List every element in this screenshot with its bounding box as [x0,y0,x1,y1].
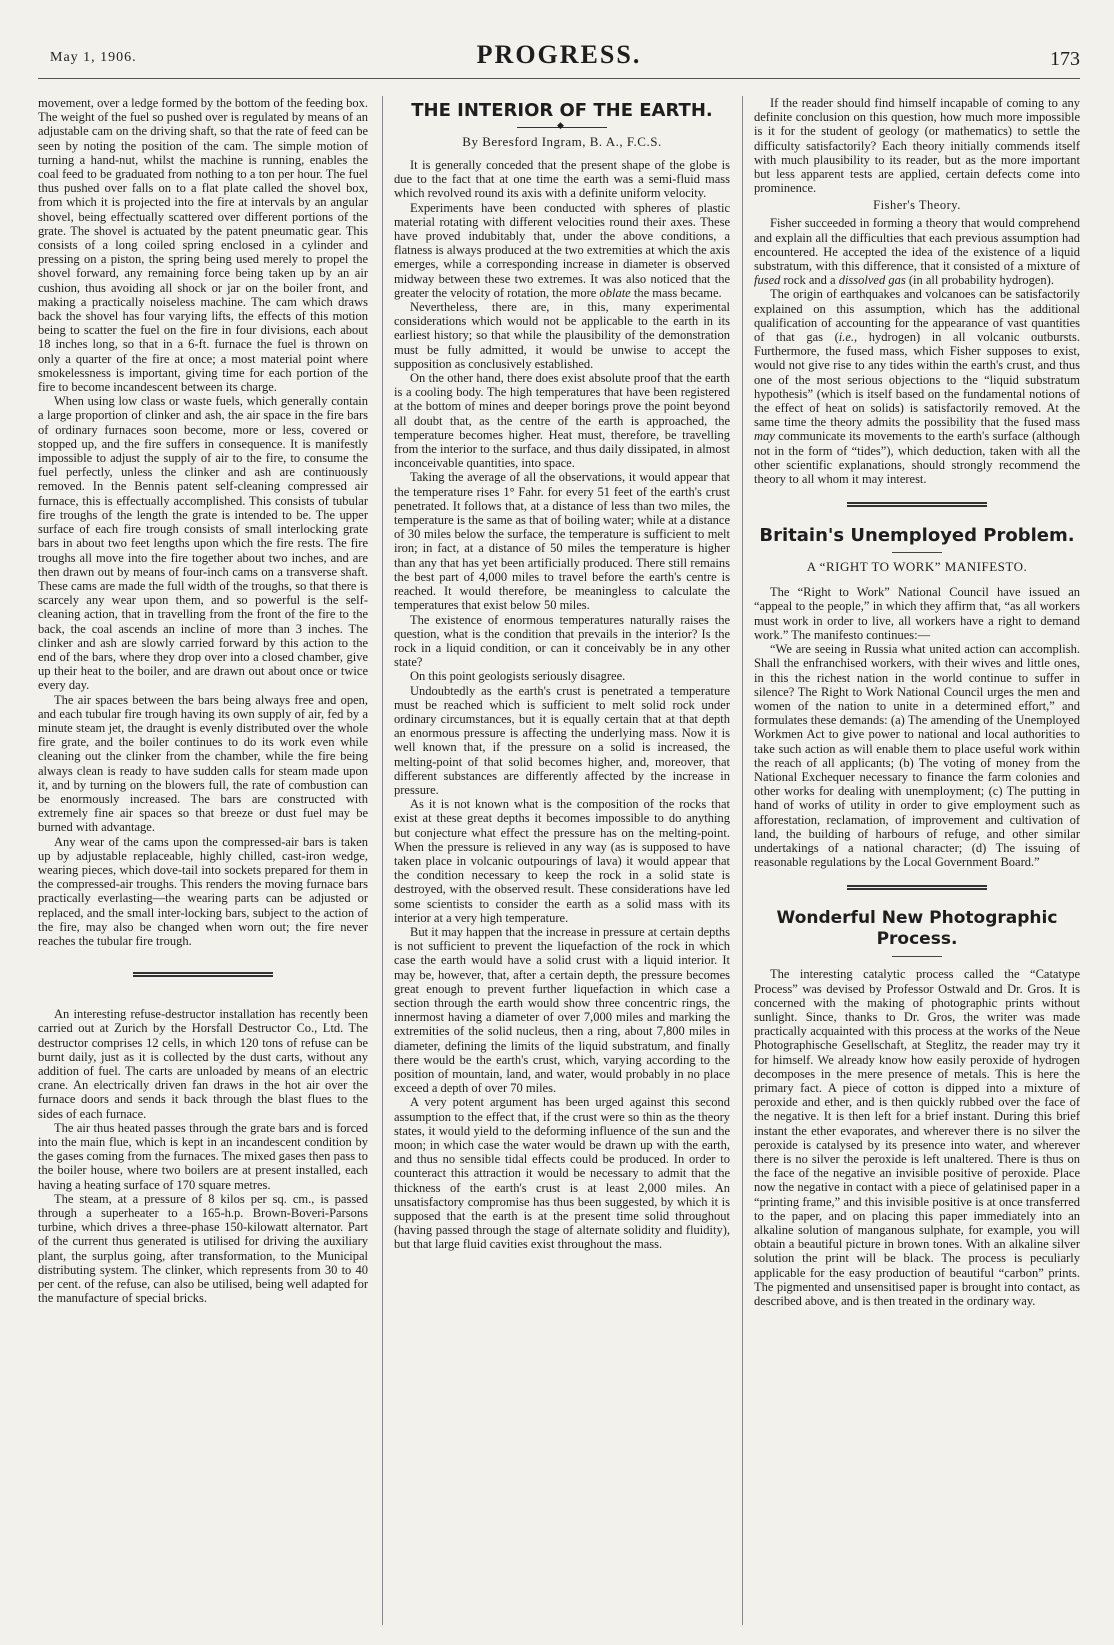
section-divider [133,972,273,977]
section-divider [847,885,987,890]
paragraph: It is generally conceded that the present shape of the globe is due to the fact that at one time the earth was a semi-fluid mass which revolved round its axis with a definite uniform velocity. [394,158,730,201]
article-heading: Britain's Unemployed Problem. [759,525,1075,547]
article-heading: THE INTERIOR OF THE EARTH. [411,100,713,121]
paragraph: The air spaces between the bars being always free and open, and each tubular fire trough having its own supply of air, fed by a minute steam jet, the draught is evenly distributed over the whole fire grate, and the boiler continues to do its work even while cleaning out the clinker from the chamber, while the fire being always clean is ready to have sudden calls for steam made upon it, and by turning on the blowers full, the rate of combustion can be enormously increased. The bars are constructed with extremely fine air spaces so that breeze or dust fuel may be burned with advantage. [38,692,368,835]
page-number: 173 [1050,48,1080,70]
paragraph: Taking the average of all the observations, it would appear that the temperature rises 1° Fahr. for every 51 feet of the earth's crust penetrated. It follows that, at a distance of less than two miles, the temperature is the same as that of boiling water; while at a distance of 30 miles below the surface, the temperature is sufficient to melt iron; in fact, at a distance of 50 miles the temperature is higher than any that has yet been artificially produced. There still remains the best part of 4,000 miles to travel before the earth's centre is reached. It would therefore, be meaningless to calculate the temperatures that exist below 50 miles. [394,470,730,613]
header-rule [38,78,1080,79]
publication-title: PROGRESS. [476,40,642,69]
heading-rule [892,956,942,957]
paragraph: As it is not known what is the composition of the rocks that exist at these great depths it becomes impossible to do anything but conjecture what effect the pressure has on the melting-point. When the pressure is relieved in any way (as is supposed to have taken place in volcanic outpourings of lava) it would appear that the condition necessary to keep the rock in a solid state is destroyed, with the observed result. These considerations have led some scientists to consider the earth as a solid mass with its interior at a very high temperature. [394,797,730,925]
article-byline: By Beresford Ingram, B. A., F.C.S. [462,134,662,149]
column-divider [382,96,383,1625]
paragraph: Experiments have been conducted with spheres of plastic material rotating with different velocities round their axes. These have proved indubitably that, under the above conditions, a flatness is always produced at the two extremities at which the axis emerges, while a corresponding increase in diameter is observed midway between these two extremes. It was also noticed that the greater the velocity of rotation, the more oblate the mass became. [394,200,730,300]
article-subtitle: A “RIGHT TO WORK” MANIFESTO. [806,559,1028,575]
paragraph: An interesting refuse-destructor installation has recently been carried out at Zurich by the Horsfall Destructor Co., Ltd. The destructor comprises 12 cells, in which 120 tons of refuse can be burnt daily, just as it is collected by the dust carts, without any addition of fuel. The carts are unloaded by means of an electric crane. An electrically driven fan draws in the hot air over the furnace doors and sends it back through the blast flues to the sides of each furnace. [38,1007,368,1121]
paragraph: The origin of earthquakes and volcanoes can be satisfactorily explained on this assumption, which has the additional qualification of accounting for the appearance of vast quantities of that gas (i.e., hydrogen) in all volcanic outbursts. Furthermore, the fused mass, which Fisher supposes to exist, would not give rise to any tides within the earth's crust, and thus one of the most serious objections to the “liquid substratum hypothesis” (which is itself based on the fundamental notions of the effect of heat on solids) is satisfactorily removed. At the same time the theory admits the possibility that the fused mass may communicate its movements to the earth's surface (although not in the form of “tides”), which deduction, taken with all the other scientific explanations, should strongly recommend the theory to all whom it may interest. [754,287,1080,487]
paragraph: Fisher succeeded in forming a theory that would comprehend and explain all the difficulties that each previous assumption had encountered. He accepted the idea of the existence of a liquid substratum, with this difference, that it consisted of a mixture of fused rock and a dissolved gas (in all probability hydrogen). [754,216,1080,288]
section-divider [847,502,987,507]
paragraph: On this point geologists seriously disagree. [410,669,626,684]
paragraph: The existence of enormous temperatures naturally raises the question, what is the condition that prevails in the interior? Is the rock in a liquid condition, or can it conceivably be in any other state? [394,612,730,670]
paragraph: On the other hand, there does exist absolute proof that the earth is a cooling body. The high temperatures that have been registered at the bottom of mines and deeper borings prove the point beyond all doubt that, as the centre of the earth is approached, the temperature becomes higher. Heat must, therefore, be travelling from the interior to the surface, and thus daily dissipated, in almost inconceivable quantities, into space. [394,371,730,471]
column-divider [742,96,743,1625]
paragraph: Undoubtedly as the earth's crust is penetrated a temperature must be reached which is sufficient to melt solid rock under ordinary circumstances, but it is equally certain that at that depth an enormous pressure is affecting the underlying mass. Now it is well known that, if the pressure on a solid is increased, the melting-point of that solid becomes higher, and, moreover, that different substances are differently affected by the increase in pressure. [394,683,730,797]
paragraph: Any wear of the cams upon the compressed-air bars is taken up by adjustable replaceable, highly chilled, cast-iron wedge, wearing pieces, which dove-tail into sockets prepared for them in the compressed-air troughs. This renders the moving furnace bars practically everlasting—the wearing parts can be adjusted or replaced, and the small inter-locking bars, subject to the action of the fire, may also be changed when worn out; the fire never reaches the tubular fire trough. [38,834,368,948]
column-3 [754,96,1080,1625]
ornament-rule [517,127,607,128]
heading-rule [892,552,942,553]
column-1 [38,96,368,1625]
section-subheading: Fisher's Theory. [873,198,961,213]
paragraph: The air thus heated passes through the grate bars and is forced into the main flue, which is kept in an incandescent condition by the gases coming from the furnaces. The mixed gases then pass to the boiler house, where two boilers are at present installed, each having a heating surface of 170 square metres. [38,1120,368,1192]
paragraph: Nevertheless, there are, in this, many experimental considerations which would not be applicable to the earth in its earliest history; so that while the plausibility of the demonstration must be fully admitted, it would be unwise to accept the supposition as conclusively established. [394,300,730,371]
paragraph: But it may happen that the increase in pressure at certain depths is not sufficient to prevent the liquefaction of the rock in which case the earth would have a solid crust with a liquid interior. It may be, however, that, after a certain depth, the pressure becomes great enough to prevent further liquefaction in which case a section through the earth would show three concentric rings, the innermost having a diameter of over 7,000 miles and marking the extremities of the solid nucleus, then a ring, about 7,800 miles in diameter, defining the limits of the liquid substratum, and finally there would be the earth's crust, which, varying according to the position of mountain, land, and water, would probably in no place exceed a depth of over 70 miles. [394,924,730,1096]
columns [38,96,1080,1625]
paragraph: “We are seeing in Russia what united action can accomplish. Shall the enfranchised workers, with their wives and little ones, in this the richest nation in the world continue to suffer in silence? The Right to Work National Council urges the men and women of the nation to unite in a determined effort,” and formulates these demands: (a) The amending of the Unemployed Workmen Act to give power to national and local authorities to take such action as will enable them to place useful work within the reach of all applicants; (b) The voting of money from the National Exchequer necessary to finance the farm colonies and other works for dealing with unemployment; (c) The putting in hand of works of utility in order to give employment such as afforestation, reclamation, of improvement and cultivation of land, the building of harbours of refuge, and other similar undertakings of a national character; (d) The issuing of reasonable regulations by the Local Government Board.” [754,642,1080,870]
paragraph: A very potent argument has been urged against this second assumption to the effect that, if the crust were so thin as the theory states, it would yield to the deforming influence of the sun and the moon; in which case the water would be drawn up with the earth, and thus no sensible tidal effects could be produced. In order to counteract this attraction it would be necessary to admit that the thickness of the earth's crust is at least 2,000 miles. An unsatisfactory compromise has thus been suggested, by which it is supposed that the earth is at the present time solid throughout (having passed through the stage of alternate solidity and fluidity), but that large fluid cavities exist throughout the mass. [394,1095,730,1252]
paragraph: If the reader should find himself incapable of coming to any definite conclusion on this question, how much more impossible is it for the student of geology (or mathematics) to settle the difficulty satisfactorily? Each theory initially commends itself with much plausibility to its reader, but as the more important but less apparent tests are applied, certain defects come into prominence. [754,96,1080,196]
paragraph: The steam, at a pressure of 8 kilos per sq. cm., is passed through a superheater to a 165-h.p. Brown-Boveri-Parsons turbine, which drives a three-phase 150-kilowatt alternator. Part of the current thus generated is utilised for driving the auxiliary plant, the surplus going, after transformation, to the Municipal distributing system. The clinker, which represents from 30 to 40 per cent. of the refuse, can also be utilised, being well adapted for the manufacture of special bricks. [38,1191,368,1306]
paragraph: When using low class or waste fuels, which generally contain a large proportion of clinker and ash, the air space in the fire bars of ordinary furnaces soon become, more or less, covered or stopped up, and the fire suffers in consequence. It is manifestly impossible to adjust the supply of air to the fire, to consume the fuel perfectly, unless the clinker and ash are continuously removed. In the Bennis patent self-cleaning compressed air furnace, this is effectually accomplished. This consists of tubular fire troughs of the length the grate is intended to be. The upper surface of each fire trough consists of small interlocking grate bars in about two feet lengths upon which the fire rests. The fire troughs all move into the fire together about two inches, and are then drawn out by means of four-inch cams on a transverse shaft. These cams are made the full width of the troughs, so that there is scarcely any wear upon them, and so powerful is the self-cleaning action, that in travelling from the front of the fire to the back, the coal ascends an incline of more than 3 inches. The clinker and ash are slowly carried forward by this action to the end of the bars, where they drop over into a closed chamber, give up their heat to the boiler, and are drawn out about once or twice every day. [38,394,368,693]
paragraph: The “Right to Work” National Council have issued an “appeal to the people,” in which they affirm that, “as all workers must work in order to live, all workers have a right to demand work.” The manifesto continues:— [754,585,1080,642]
paragraph: movement, over a ledge formed by the bottom of the feeding box. The weight of the fuel so pushed over is regulated by means of an adjustable cam on the driving shaft, so that the rate of feed can be seen by noting the position of the cam. The simple motion of turning a hand-nut, whilst the machine is running, enables the coal feed to be graduated from nothing to a ton per hour. The fuel thus pushed over falls on to a flat plate called the shovel box, from which it is projected into the fire at intervals by an angular shovel, being effectually scattered over different portions of the grate. The shovel is actuated by the patent pneumatic gear. This consists of a long coiled spring enclosed in a cylinder and pressing on a piston, the spring being used merely to propel the shovel forward, any remaining force being taken up by an air cushion, thus avoiding all shock or jar on the boiler front, and making a practically noiseless machine. The cam which draws back the shovel has four varying lifts, the effects of this motion being to scatter the fuel on the fire in four divisions, each about 18 inches long, so that in a 6-ft. furnace the fuel is thrown on only a quarter of the fire at once; a most material point where smokelessness is important, giving time for each portion of the fire to become incandescent between its charge. [38,96,368,395]
issue-date: May 1, 1906. [50,50,137,65]
article-heading: Wonderful New Photographic Process. [776,908,1058,950]
column-2 [394,96,730,1625]
page-header [38,40,1080,80]
paragraph: The interesting catalytic process called the “Catatype Process” was devised by Professor Ostwald and Dr. Gros. It is concerned with the making of photographic prints without sunlight. Since, thanks to Dr. Gros, the writer was made practically acquainted with this process at the works of the Neue Photographische Gesellschaft, at Steglitz, the reader may try it for himself. We already know how easily peroxide of hydrogen decomposes in the mere presence of metals. This is here the primary fact. A piece of cotton is dipped into a mixture of peroxide and ether, and is then quickly rubbed over the face of the negative. It is then left for a brief instant. During this brief instant the ether evaporates, and wherever there is no silver the peroxide is catalysed by its presence into water, and wherever there is no silver the peroxide is left unaltered. There is thus on the face of the negative an invisible positive of peroxide. Place now the negative in contact with a piece of gelatinised paper in a “printing frame,” and this invisible positive is at once transferred to the paper, and on placing this paper immediately into an alkaline solution of manganous sulphate, for example, you will obtain a beautiful picture in brown tones. With an alkaline silver solution the print will be black. The process is peculiarly applicable for the easy production of beautiful “carbon” prints. The pigmented and unsensitised paper is brought into contact, as described above, and is then treated in the ordinary way. [754,967,1080,1309]
